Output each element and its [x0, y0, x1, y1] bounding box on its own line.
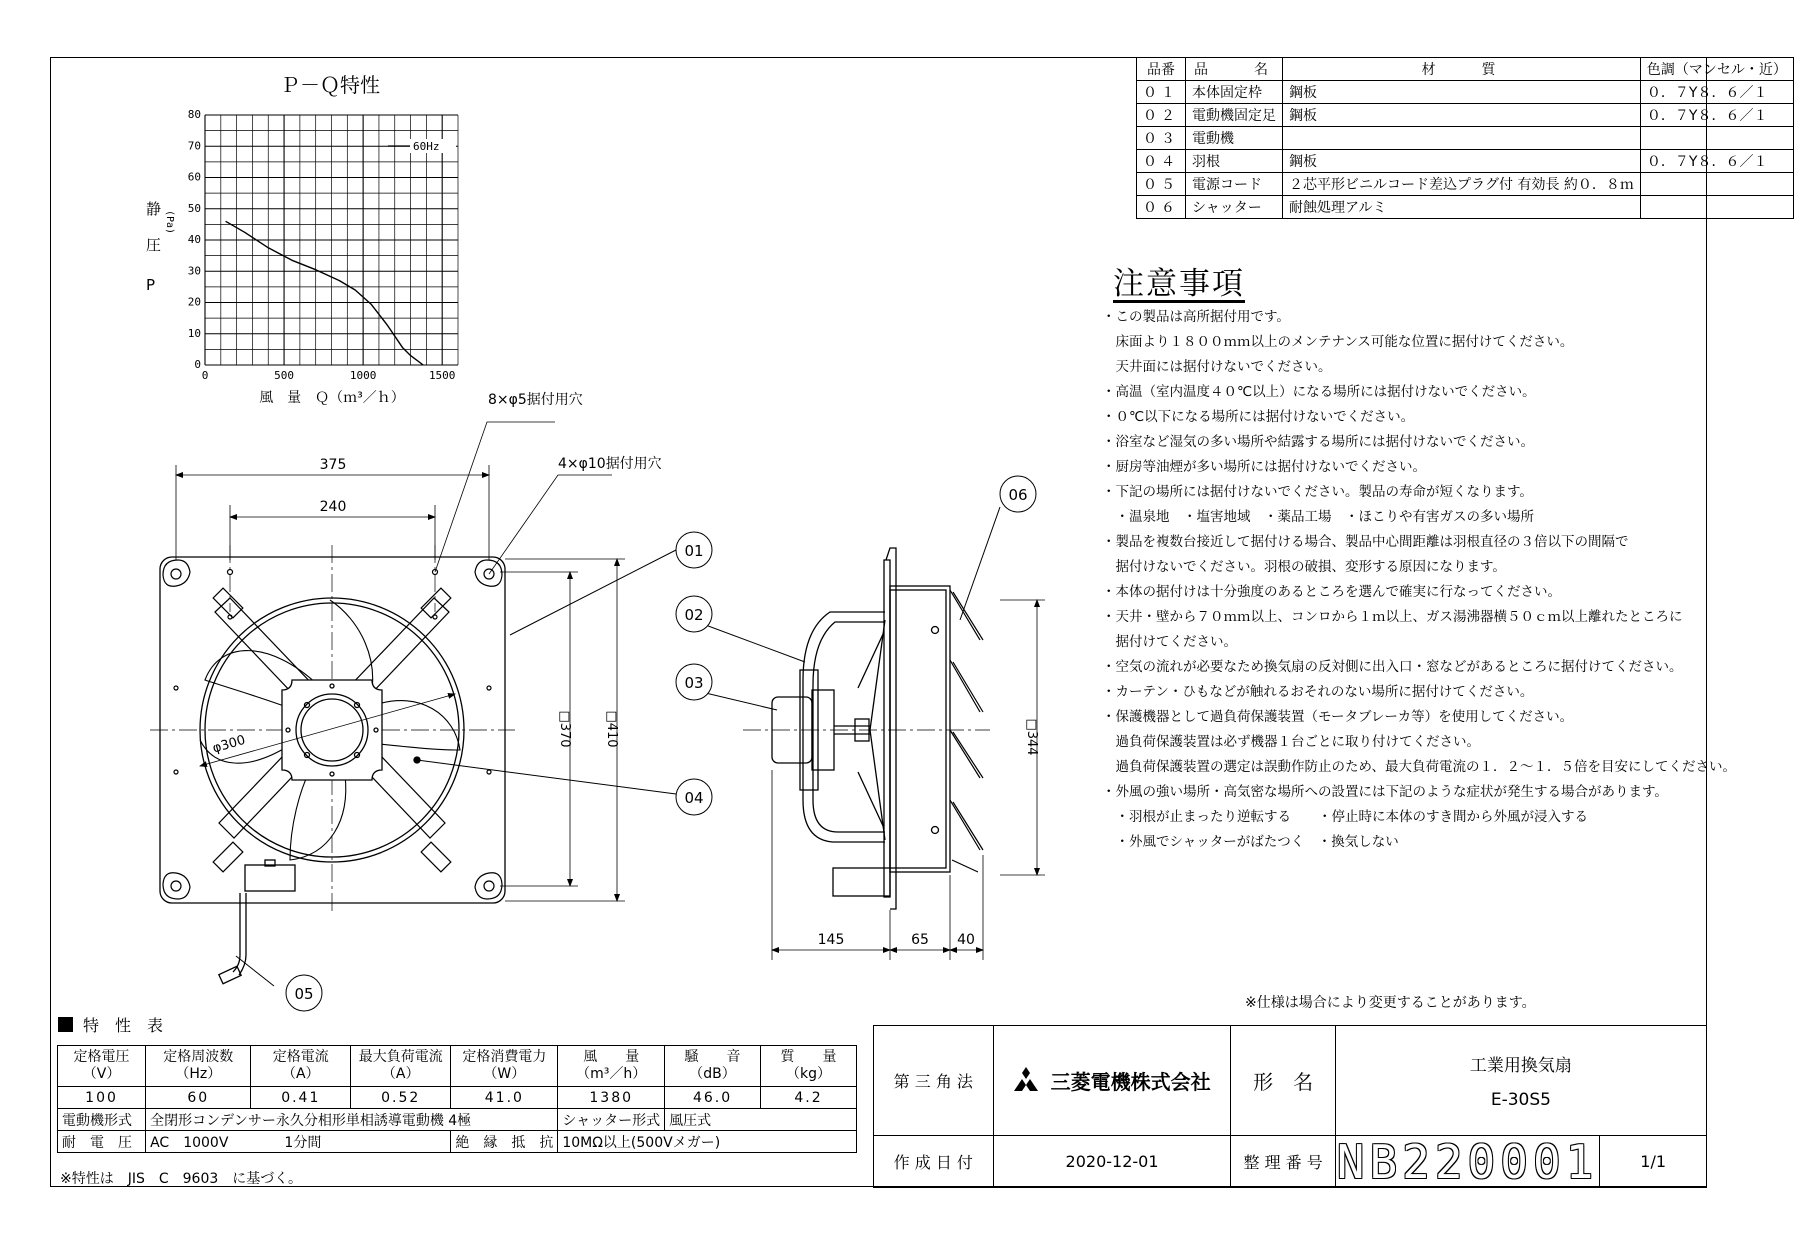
front-dimensions	[176, 422, 625, 901]
note-line: ・浴室など湿気の多い場所や結露する場所には据付けないでください。	[1102, 434, 1534, 450]
parts-no: ０３	[1137, 127, 1186, 150]
parts-header-name: 品 名	[1186, 58, 1283, 81]
note-line: ・外風の強い場所・高気密な場所への設置には下記のような症状が発生する場合があります。	[1102, 784, 1668, 800]
spec-title-row	[58, 1013, 163, 1036]
shutter-value: 風圧式	[665, 1109, 857, 1131]
parts-color: ０．７Y８．６／１	[1640, 81, 1793, 104]
parts-header-color: 色調（マンセル・近）	[1640, 58, 1793, 81]
spec-header: 最大負荷電流 （A）	[351, 1046, 451, 1087]
note-line: ・高温（室内温度４０℃以上）になる場所には据付けないでください。	[1102, 384, 1536, 400]
dim-240: 240	[319, 499, 347, 515]
spec-value: 41.0	[451, 1087, 558, 1109]
company-name: 三菱電機株式会社	[1050, 1070, 1211, 1094]
parts-color	[1640, 173, 1793, 196]
ytick-label: 10	[187, 326, 201, 340]
spec-header: 風 量 （m³／h）	[558, 1046, 665, 1087]
parts-header-material: 材 質	[1283, 58, 1641, 81]
note-line: ・外風でシャッターがばたつく ・換気しない	[1102, 834, 1399, 850]
parts-color	[1640, 196, 1793, 219]
parts-no: ０５	[1137, 173, 1186, 196]
parts-row	[1137, 127, 1794, 150]
note-line: ・カーテン・ひもなどが触れるおそれのない場所に据付けてください。	[1102, 684, 1534, 700]
title-block	[873, 1025, 1707, 1188]
dim-40: 40	[957, 932, 975, 948]
motor-label: 電動機形式	[58, 1109, 146, 1131]
legend-label: 60Hz	[413, 140, 440, 153]
doc-label: 整 理 番 号	[1231, 1136, 1335, 1188]
insulation-label: 絶 縁 抵 抗	[451, 1131, 558, 1153]
parts-header-row	[1137, 58, 1794, 81]
chart-series	[226, 221, 424, 365]
spec-table	[57, 1045, 857, 1153]
spec-motor-row	[58, 1109, 857, 1131]
spec-header: 定格消費電力 （W）	[451, 1046, 558, 1087]
spec-value: 100	[58, 1087, 146, 1109]
balloon-02: 02	[684, 606, 704, 624]
dim-344: □344	[1024, 718, 1039, 756]
dim-410: □410	[604, 710, 619, 748]
shutter-label: シャッター形式	[558, 1109, 665, 1131]
dim-300: φ300	[210, 732, 248, 757]
spec-header-row	[58, 1046, 857, 1087]
note-line: ・製品を複数台接近して据付ける場合、製品中心間距離は羽根直径の３倍以下の間隔で	[1102, 534, 1629, 550]
note-line: 据付けてください。	[1102, 634, 1237, 650]
spec-value: 0.52	[351, 1087, 451, 1109]
note-line: ・本体の据付けは十分強度のあるところを選んで確実に行なってください。	[1102, 584, 1561, 600]
spec-values-row	[58, 1087, 857, 1109]
note-line: ・保護機器として過負荷保護装置（モータブレーカ等）を使用してください。	[1102, 709, 1574, 725]
parts-name: 電動機固定足	[1186, 104, 1283, 127]
spec-header: 騒 音 （dB）	[665, 1046, 761, 1087]
note-line: ・空気の流れが必要なため換気扇の反対側に出入口・窓などがあるところに据付けてください。	[1102, 659, 1683, 675]
ytick-label: 20	[187, 295, 201, 309]
insulation-value: 10MΩ以上(500Vメガー)	[558, 1131, 857, 1153]
title-row-2	[874, 1136, 1707, 1188]
spec-notice: ※仕様は場合により変更することがあります。	[1245, 995, 1536, 1011]
parts-table	[1136, 57, 1794, 219]
xlabel: 風 量 Ｑ（ｍ³／ｈ）	[259, 390, 405, 406]
parts-name: シャッター	[1186, 196, 1283, 219]
mitsubishi-logo-icon	[1013, 1067, 1039, 1095]
spec-value: 60	[146, 1087, 251, 1109]
parts-row	[1137, 104, 1794, 127]
parts-material: 鋼板	[1283, 150, 1641, 173]
doc-number: NB220001	[1336, 1134, 1599, 1189]
parts-material: ２芯平形ビニルコード差込プラグ付 有効長 約０．８ｍ	[1283, 173, 1641, 196]
balloon-03: 03	[684, 674, 704, 692]
spec-header: 定格電圧 （V）	[58, 1046, 146, 1087]
parts-row	[1137, 150, 1794, 173]
note-line: 据付けないでください。羽根の破損、変形する原因になります。	[1102, 559, 1506, 575]
dim-370: □370	[557, 710, 572, 748]
model-number: E-30S5	[1490, 1090, 1551, 1110]
balloon-05: 05	[294, 985, 314, 1003]
voltage-label: 耐 電 圧	[58, 1131, 146, 1153]
parts-name: 羽根	[1186, 150, 1283, 173]
parts-no: ０４	[1137, 150, 1186, 173]
spec-value: 4.2	[761, 1087, 857, 1109]
series-line-60hz	[226, 221, 424, 365]
chart-yticks	[188, 108, 201, 371]
parts-row	[1137, 173, 1794, 196]
parts-color: ０．７Y８．６／１	[1640, 104, 1793, 127]
sheet-number: 1/1	[1600, 1136, 1707, 1188]
parts-name: 電源コード	[1186, 173, 1283, 196]
ylabel-char-2: 圧	[146, 236, 162, 254]
note-line: ・天井・壁から７０ｍｍ以上、コンロから１ｍ以上、ガス湯沸器横５０ｃｍ以上離れたところに	[1102, 609, 1683, 625]
dim-145: 145	[817, 932, 845, 948]
hole-4-label: 4×φ10据付用穴	[558, 456, 662, 472]
spec-value: 0.41	[251, 1087, 351, 1109]
date-value: 2020-12-01	[993, 1136, 1231, 1188]
parts-no: ０２	[1137, 104, 1186, 127]
parts-no: ０６	[1137, 196, 1186, 219]
xtick-label: 1000	[349, 369, 377, 382]
spec-value: 46.0	[665, 1087, 761, 1109]
chart-title: Ｐ－Ｑ特性	[280, 73, 380, 97]
ytick-label: 60	[187, 170, 201, 184]
product-name: 工業用換気扇	[1469, 1056, 1572, 1076]
date-label: 作 成 日 付	[874, 1136, 994, 1188]
projection-label: 第 三 角 法	[874, 1026, 994, 1136]
parts-material: 耐蝕処理アルミ	[1283, 196, 1641, 219]
ytick-label: 0	[194, 358, 201, 371]
dim-65: 65	[911, 932, 929, 948]
balloon-01: 01	[684, 542, 704, 560]
spec-footnote: ※特性は JIS C 9603 に基づく。	[60, 1171, 302, 1187]
xtick-label: 1500	[428, 369, 456, 382]
parts-material: 鋼板	[1283, 104, 1641, 127]
ytick-label: 50	[187, 201, 201, 215]
parts-color: ０．７Y８．６／１	[1640, 150, 1793, 173]
note-line: ・この製品は高所据付用です。	[1102, 309, 1290, 325]
parts-row	[1137, 81, 1794, 104]
notes-list	[1102, 305, 1736, 855]
xtick-label: 500	[274, 369, 294, 382]
parts-row	[1137, 196, 1794, 219]
notes-title: 注意事項	[1113, 266, 1245, 302]
spec-header: 質 量 （kg）	[761, 1046, 857, 1087]
title-row-1	[874, 1026, 1707, 1136]
ytick-label: 80	[187, 108, 201, 121]
parts-name: 本体固定枠	[1186, 81, 1283, 104]
motor-value: 全閉形コンデンサー永久分相形単相誘導電動機 4極	[146, 1109, 558, 1131]
company-cell	[993, 1026, 1231, 1136]
spec-header: 定格電流 （A）	[251, 1046, 351, 1087]
model-label: 形 名	[1231, 1026, 1335, 1136]
note-line: ・厨房等油煙が多い場所には据付けないでください。	[1102, 459, 1426, 475]
ylabel-char-3: P	[146, 276, 156, 294]
yunit: (Pa)	[164, 209, 175, 235]
note-line: ・下記の場所には据付けないでください。製品の寿命が短くなります。	[1102, 484, 1533, 500]
note-line: 床面より１８００ｍｍ以上のメンテナンス可能な位置に据付けてください。	[1102, 334, 1574, 350]
parts-material	[1283, 127, 1641, 150]
balloon-06: 06	[1008, 486, 1028, 504]
voltage-value: AC 1000V 1分間	[146, 1131, 451, 1153]
side-view	[743, 548, 990, 909]
ytick-label: 40	[187, 233, 201, 246]
chart-xticks	[202, 369, 456, 382]
parts-header-no: 品番	[1137, 58, 1186, 81]
note-line: 天井面には据付けないでください。	[1102, 359, 1332, 375]
hole-8-label: 8×φ5据付用穴	[488, 392, 583, 408]
note-line: ・羽根が止まったり逆転する ・停止時に本体のすき間から外風が浸入する	[1102, 809, 1588, 825]
note-line: ・温泉地 ・塩害地域 ・薬品工場 ・ほこりや有害ガスの多い場所	[1102, 509, 1534, 525]
spec-value: 1380	[558, 1087, 665, 1109]
model-cell	[1335, 1026, 1706, 1136]
pq-chart	[146, 73, 458, 406]
ytick-label: 30	[187, 264, 201, 278]
note-line: ・０℃以下になる場所には据付けないでください。	[1102, 409, 1415, 425]
parts-material: 鋼板	[1283, 81, 1641, 104]
ylabel-char-1: 静	[146, 200, 162, 218]
chart-legend	[388, 139, 456, 153]
balloon-04: 04	[684, 789, 704, 807]
parts-no: ０１	[1137, 81, 1186, 104]
dim-375: 375	[319, 457, 347, 473]
spec-title: 特 性 表	[83, 1016, 164, 1035]
note-line: 過負荷保護装置は必ず機器１台ごとに取り付けてください。	[1102, 734, 1480, 750]
xtick-label: 0	[201, 369, 209, 382]
parts-color	[1640, 127, 1793, 150]
spec-voltage-row	[58, 1131, 857, 1153]
ytick-label: 70	[187, 139, 201, 153]
parts-name: 電動機	[1186, 127, 1283, 150]
spec-header: 定格周波数 （Hz）	[146, 1046, 251, 1087]
note-line: 過負荷保護装置の選定は誤動作防止のため、最大負荷電流の１．２～１．５倍を目安にしてください。	[1102, 759, 1736, 775]
square-bullet-icon	[58, 1017, 73, 1032]
